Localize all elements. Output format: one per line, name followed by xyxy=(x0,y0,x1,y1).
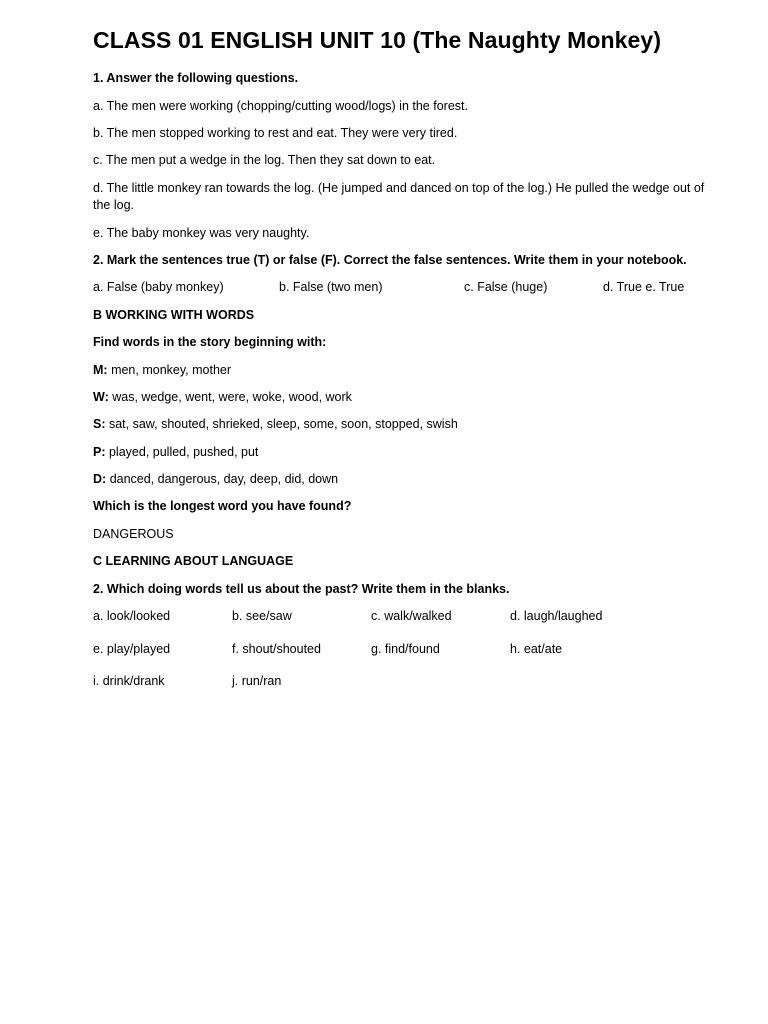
word-group-letter: P: xyxy=(93,445,106,459)
word-group-words: danced, dangerous, day, deep, did, down xyxy=(109,472,339,486)
answer-d: d. The little monkey ran towards the log. (He jumped and danced on top of the log.) He pulled the wedge out of the log. xyxy=(93,181,705,212)
page-title: CLASS 01 ENGLISH UNIT 10 (The Naughty Monkey) xyxy=(93,27,662,53)
past-tense-row xyxy=(93,608,713,625)
past-tense-question: 2. Which doing words tell us about the past? Write them in the blanks. xyxy=(93,582,510,596)
question-1-heading: 1. Answer the following questions. xyxy=(93,71,299,85)
word-group-d xyxy=(93,471,708,488)
verb-pair: e. play/played xyxy=(93,642,171,656)
verb-pair: c. walk/walked xyxy=(371,609,452,623)
verb-pair: d. laugh/laughed xyxy=(510,609,603,623)
past-tense-row xyxy=(93,641,713,658)
tf-answer-d-e: d. True e. True xyxy=(603,280,685,294)
verb-pair: g. find/found xyxy=(371,642,440,656)
past-tense-row xyxy=(93,673,713,690)
longest-word-answer: DANGEROUS xyxy=(93,527,174,541)
word-group-letter: W: xyxy=(93,390,109,404)
word-group-s xyxy=(93,416,708,433)
verb-pair: f. shout/shouted xyxy=(232,642,321,656)
verb-pair: i. drink/drank xyxy=(93,674,165,688)
verb-pair: j. run/ran xyxy=(232,674,282,688)
longest-word-question: Which is the longest word you have found? xyxy=(93,499,352,513)
answer-b: b. The men stopped working to rest and eat. They were very tired. xyxy=(93,126,458,140)
word-group-words: sat, saw, shouted, shrieked, sleep, some, soon, stopped, swish xyxy=(108,417,458,431)
word-group-m xyxy=(93,362,708,379)
verb-pair: a. look/looked xyxy=(93,609,171,623)
word-group-p xyxy=(93,444,708,461)
word-group-words: was, wedge, went, were, woke, wood, work xyxy=(112,390,352,404)
tf-answer-a: a. False (baby monkey) xyxy=(93,280,224,294)
true-false-answers xyxy=(93,279,713,296)
word-group-letter: M: xyxy=(93,363,108,377)
verb-pair: h. eat/ate xyxy=(510,642,563,656)
question-2-heading: 2. Mark the sentences true (T) or false (F). Correct the false sentences. Write them in your notebook. xyxy=(93,253,687,267)
word-group-words: men, monkey, mother xyxy=(111,363,232,377)
word-group-letter: D: xyxy=(93,472,107,486)
tf-answer-c: c. False (huge) xyxy=(464,280,548,294)
find-words-heading: Find words in the story beginning with: xyxy=(93,335,327,349)
answer-c: c. The men put a wedge in the log. Then they sat down to eat. xyxy=(93,153,436,167)
answer-a: a. The men were working (chopping/cutting wood/logs) in the forest. xyxy=(93,99,468,113)
word-group-words: played, pulled, pushed, put xyxy=(108,445,259,459)
answer-e: e. The baby monkey was very naughty. xyxy=(93,226,310,240)
verb-pair: b. see/saw xyxy=(232,609,292,623)
section-b-heading: B WORKING WITH WORDS xyxy=(93,308,255,322)
tf-answer-b: b. False (two men) xyxy=(279,280,383,294)
section-c-heading: C LEARNING ABOUT LANGUAGE xyxy=(93,554,294,568)
word-group-w xyxy=(93,389,708,406)
word-group-letter: S: xyxy=(93,417,106,431)
